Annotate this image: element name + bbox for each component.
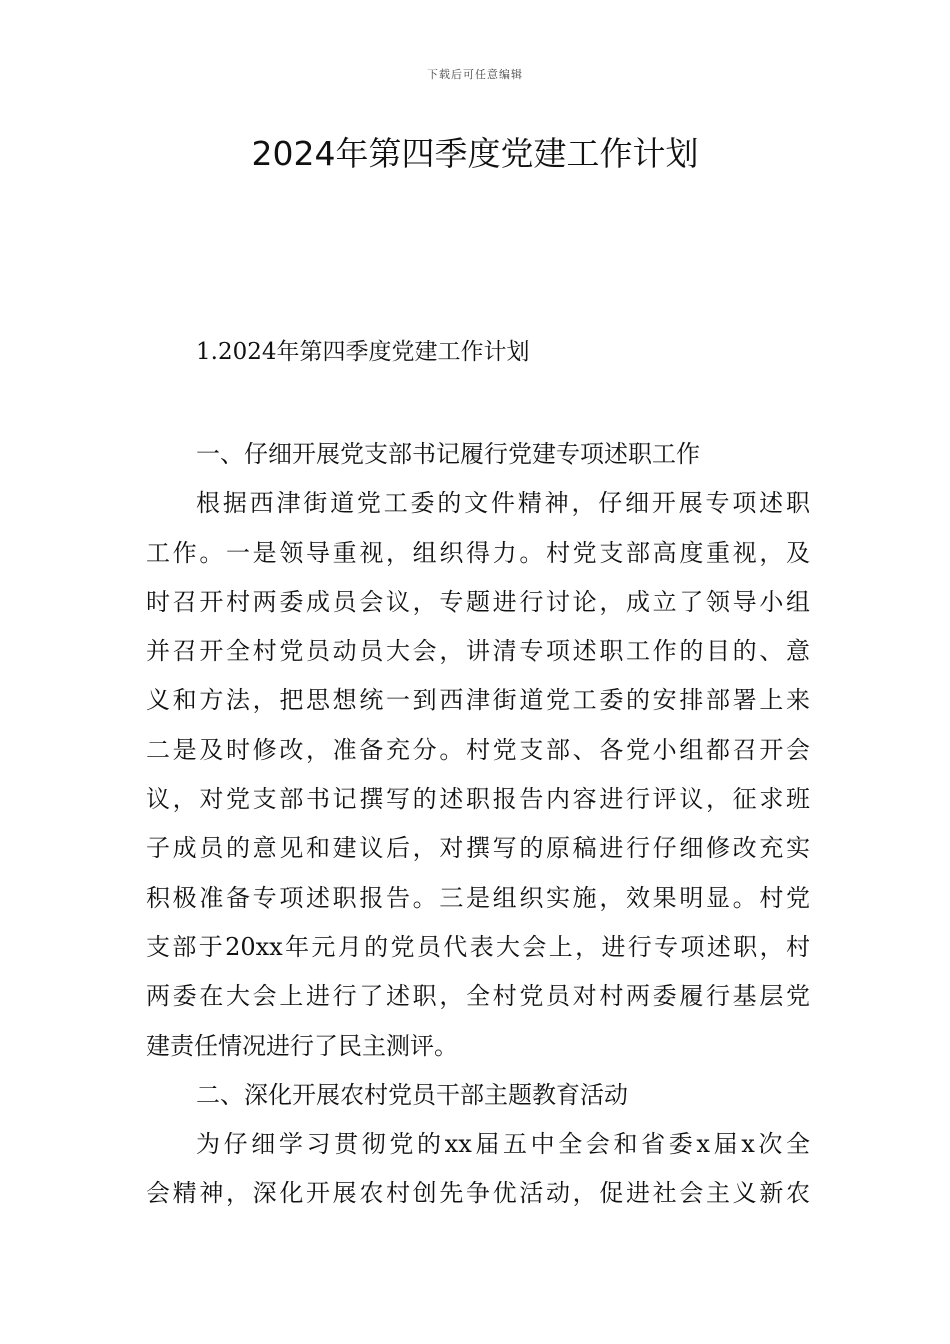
paragraph-line: 议，对党支部书记撰写的述职报告内容进行评议，征求班 <box>146 785 810 814</box>
paragraph-line: 子成员的意见和建议后，对撰写的原稿进行仔细修改充实 <box>146 834 810 863</box>
paragraph-line: 建责任情况进行了民主测评。 <box>146 1031 458 1060</box>
header-note: 下载后可任意编辑 <box>427 68 523 81</box>
paragraph-line: 二是及时修改，准备充分。村党支部、各党小组都召开会 <box>146 735 810 764</box>
paragraph-line: 并召开全村党员动员大会，讲清专项述职工作的目的、意 <box>146 637 810 666</box>
subheading-1: 一、仔细开展党支部书记履行党建专项述职工作 <box>196 440 700 468</box>
paragraph-line: 会精神，深化开展农村创先争优活动，促进社会主义新农 <box>146 1179 810 1208</box>
document-title: 2024年第四季度党建工作计划 <box>251 134 699 173</box>
document-body <box>146 430 810 1219</box>
paragraph-line: 根据西津街道党工委的文件精神，仔细开展专项述职 <box>196 489 810 518</box>
paragraph-line: 义和方法，把思想统一到西津街道党工委的安排部署上来 <box>146 686 810 715</box>
paragraph-line: 工作。一是领导重视，组织得力。村党支部高度重视，及 <box>146 538 810 567</box>
paragraph-line: 积极准备专项述职报告。三是组织实施，效果明显。村党 <box>146 883 810 912</box>
section-heading: 1.2024年第四季度党建工作计划 <box>196 339 530 365</box>
paragraph-line: 时召开村两委成员会议，专题进行讨论，成立了领导小组 <box>146 587 810 616</box>
paragraph-line: 为仔细学习贯彻党的xx届五中全会和省委x届x次全 <box>196 1130 810 1159</box>
paragraph-line: 两委在大会上进行了述职，全村党员对村两委履行基层党 <box>146 982 810 1011</box>
subheading-2: 二、深化开展农村党员干部主题教育活动 <box>196 1080 628 1109</box>
paragraph-line: 支部于20xx年元月的党员代表大会上，进行专项述职，村 <box>146 932 810 961</box>
